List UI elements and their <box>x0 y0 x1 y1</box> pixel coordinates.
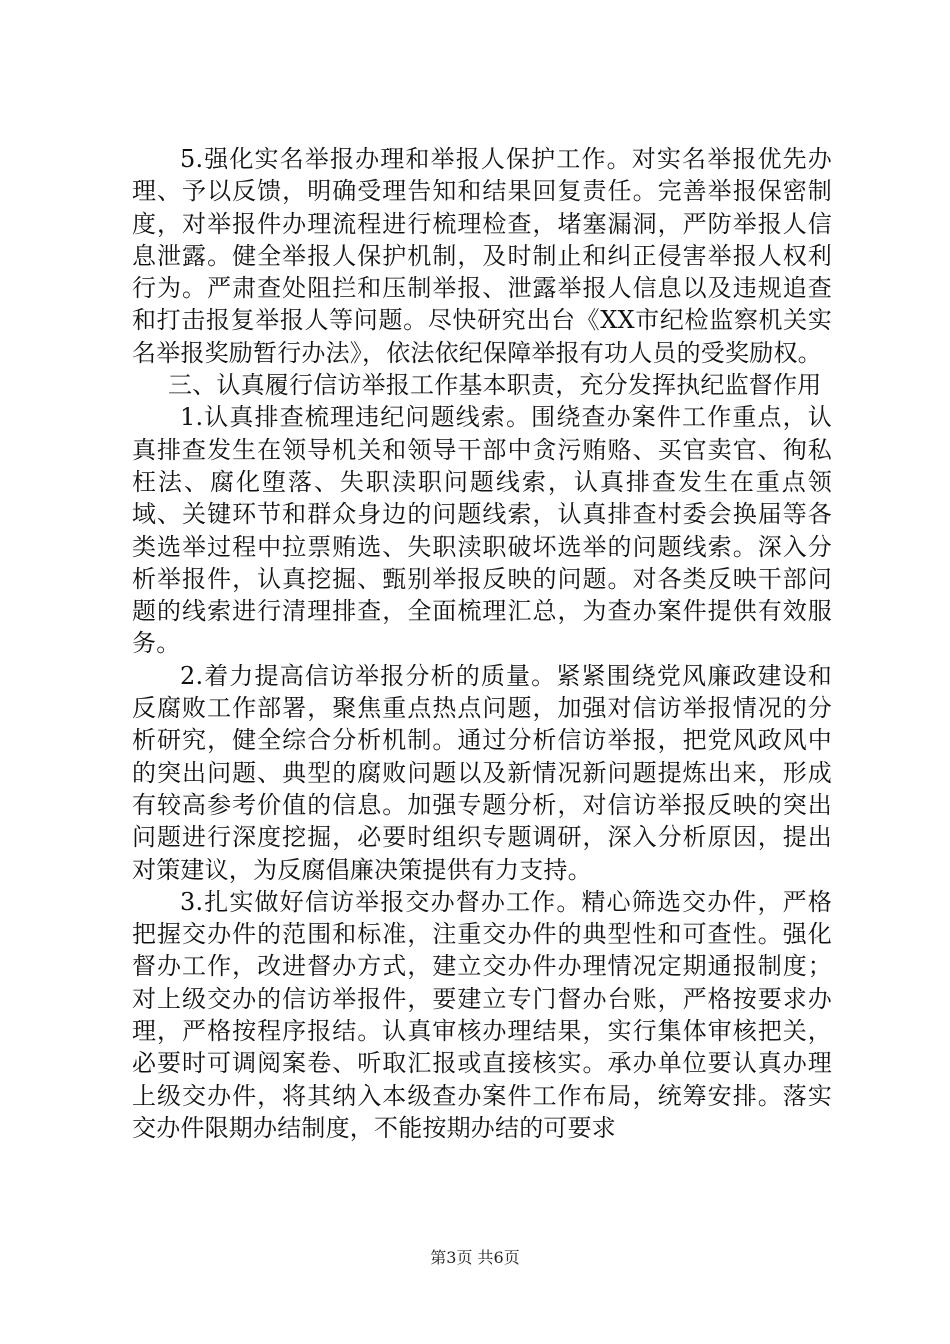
document-body <box>132 143 832 1144</box>
section-heading-three: 三、认真履行信访举报工作基本职责，充分发挥执纪监督作用 <box>168 371 822 400</box>
paragraph-item-5: 5.强化实名举报办理和举报人保护工作。对实名举报优先办理、予以反馈，明确受理告知和结果回复责任。完善举报保密制度，对举报件办理流程进行梳理检查，堵塞漏洞，严防举报人信息泄露。健全举报人保护机制，及时制止和纠正侵害举报人权利行为。严肃查处阻拦和压制举报、泄露举报人信息以及违规追查和打击报复举报人等问题。尽快研究出台《XX市纪检监察机关实名举报奖励暂行办法》，依法依纪保障举报有功人员的受奖励权。 <box>132 145 832 367</box>
paragraph-item-3: 3.扎实做好信访举报交办督办工作。精心筛选交办件，严格把握交办件的范围和标准，注重交办件的典型性和可查性。强化督办工作，改进督办方式，建立交办件办理情况定期通报制度；对上级交办的信访举报件，要建立专门督办台账，严格按要求办理，严格按程序报结。认真审核办理结果，实行集体审核把关，必要时可调阅案卷、听取汇报或直接核实。承办单位要认真办理上级交办件，将其纳入本级查办案件工作布局，统筹安排。落实交办件限期办结制度，不能按期办结的可要求 <box>132 887 832 1142</box>
paragraph-item-2: 2.着力提高信访举报分析的质量。紧紧围绕党风廉政建设和反腐败工作部署，聚焦重点热点问题，加强对信访举报情况的分析研究，健全综合分析机制。通过分析信访举报，把党风政风中的突出问题、典型的腐败问题以及新情况新问题提炼出来，形成有较高参考价值的信息。加强专题分析，对信访举报反映的突出问题进行深度挖掘，必要时组织专题调研，深入分析原因，提出对策建议，为反腐倡廉决策提供有力支持。 <box>132 661 832 884</box>
paragraph-item-1: 1.认真排查梳理违纪问题线索。围绕查办案件工作重点，认真排查发生在领导机关和领导干部中贪污贿赂、买官卖官、徇私枉法、腐化堕落、失职渎职问题线索，认真排查发生在重点领域、关键环节和群众身边的问题线索，认真排查村委会换届等各类选举过程中拉票贿选、失职渎职破坏选举的问题线索。深入分析举报件，认真挖掘、甄别举报反映的问题。对各类反映干部问题的线索进行清理排查，全面梳理汇总，为查办案件提供有效服务。 <box>132 403 832 658</box>
page-number-footer: 第3页 共6页 <box>430 1248 520 1267</box>
